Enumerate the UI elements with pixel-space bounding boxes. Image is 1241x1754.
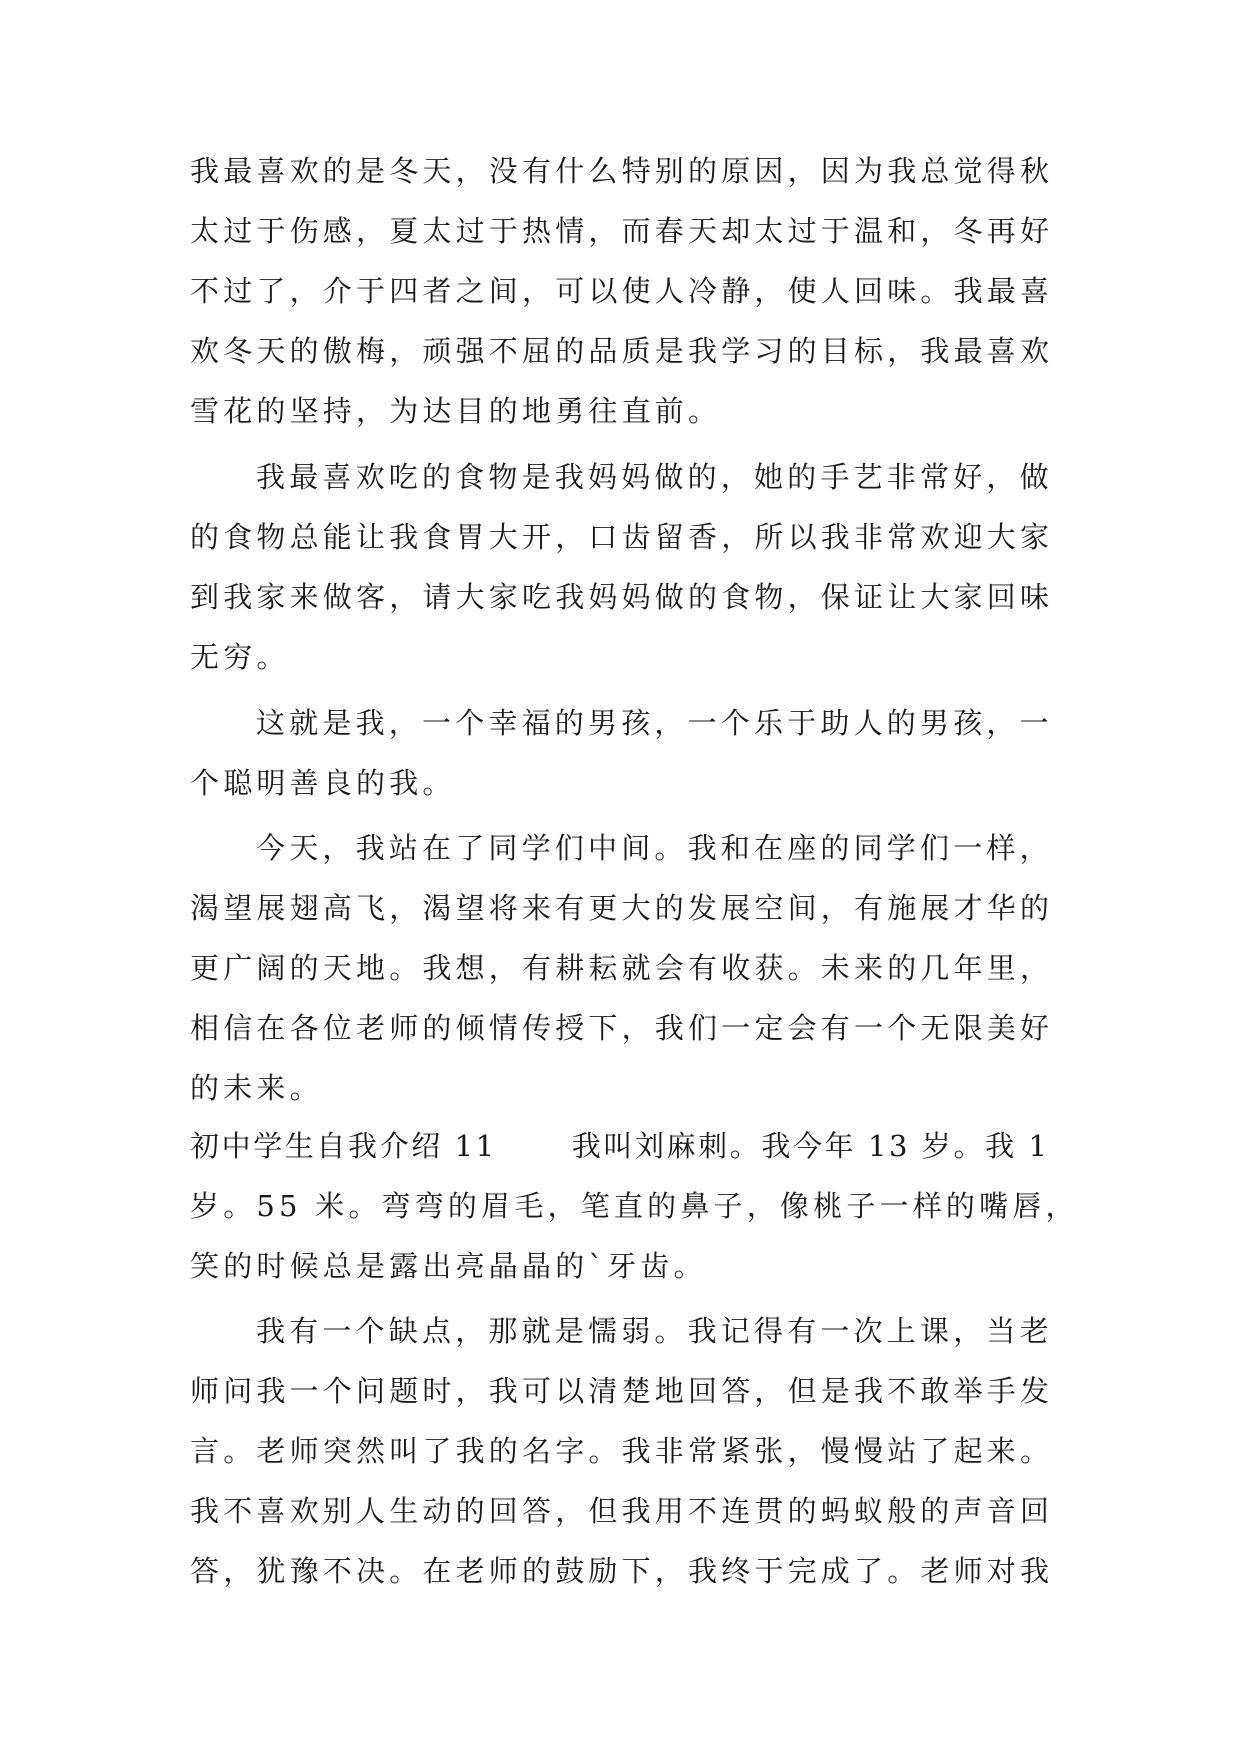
text-line: 岁。55 米。弯弯的眉毛，笔直的鼻子，像桃子一样的嘴唇， (190, 1189, 1079, 1223)
text-line: 到我家来做客，请大家吃我妈妈做的食物，保证让大家回味 (190, 580, 1054, 614)
text-line: 我不喜欢别人生动的回答，但我用不连贯的蚂蚁般的声音回 (190, 1494, 1054, 1528)
paragraph-first-line: 我最喜欢吃的食物是我妈妈做的，她的手艺非常好，做 (256, 460, 1053, 494)
text-line: 无穷。 (190, 640, 290, 674)
text-line: 的食物总能让我食胃大开，口齿留香，所以我非常欢迎大家 (190, 520, 1054, 554)
section-heading-line: 初中学生自我介绍 11 我叫刘麻刺。我今年 13 岁。我 1 (190, 1129, 1050, 1163)
text-line: 我最喜欢的是冬天，没有什么特别的原因，因为我总觉得秋 (190, 154, 1054, 188)
text-line: 欢冬天的傲梅，顽强不屈的品质是我学习的目标，我最喜欢 (190, 334, 1054, 368)
paragraph-first-line: 这就是我，一个幸福的男孩，一个乐于助人的男孩，一 (256, 706, 1053, 740)
paragraph-first-line: 我有一个缺点，那就是懦弱。我记得有一次上课，当老 (256, 1314, 1053, 1348)
text-line: 言。老师突然叫了我的名字。我非常紧张，慢慢站了起来。 (190, 1434, 1054, 1468)
text-line: 渴望展翅高飞，渴望将来有更大的发展空间，有施展才华的 (190, 891, 1054, 925)
text-line: 更广阔的天地。我想，有耕耘就会有收获。未来的几年里， (190, 951, 1054, 985)
text-line: 师问我一个问题时，我可以清楚地回答，但是我不敢举手发 (190, 1374, 1054, 1408)
text-line: 答，犹豫不决。在老师的鼓励下，我终于完成了。老师对我 (190, 1554, 1054, 1588)
text-line: 雪花的坚持，为达目的地勇往直前。 (190, 394, 722, 428)
text-line: 个聪明善良的我。 (190, 766, 456, 800)
text-line: 的未来。 (190, 1071, 323, 1105)
text-line: 不过了，介于四者之间，可以使人冷静，使人回味。我最喜 (190, 274, 1054, 308)
text-line: 太过于伤感，夏太过于热情，而春天却太过于温和，冬再好 (190, 214, 1054, 248)
paragraph-first-line: 今天，我站在了同学们中间。我和在座的同学们一样， (256, 831, 1053, 865)
text-line: 相信在各位老师的倾情传授下，我们一定会有一个无限美好 (190, 1011, 1054, 1045)
text-line: 笑的时候总是露出亮晶晶的`牙齿。 (190, 1249, 707, 1283)
